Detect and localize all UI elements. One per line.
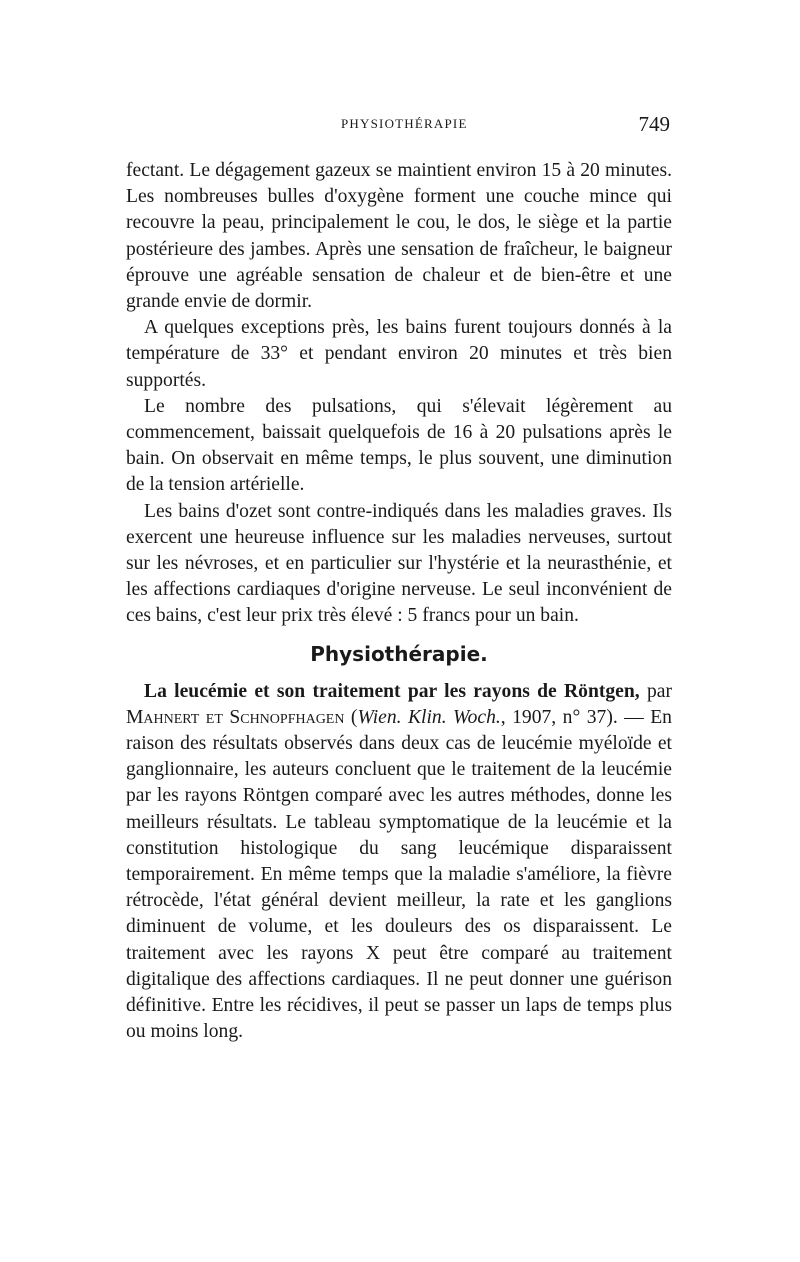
article-by: par: [639, 680, 672, 702]
paragraph-continuation: fectant. Le dégagement gazeux se maintient environ 15 à 20 minutes. Les nombreuses bulles d'oxygène forment une couche mince qui recouvre la peau, principalement le cou, le dos, le siège et la partie postérieure des jambes. Après une sensation de fraîcheur, le baigneur éprouve une agréable sensation de chaleur et de bien-être et une grande envie de dormir.: [126, 160, 672, 313]
article-authors: Mahnert et Schnopfhagen: [126, 706, 345, 728]
page: [126, 112, 672, 1046]
running-header: [126, 112, 672, 142]
article-journal: Wien. Klin. Woch.: [357, 706, 501, 728]
body-text: [126, 158, 672, 1046]
article-paragraph: [126, 679, 672, 1046]
paragraph-contraindications: Les bains d'ozet sont contre-indiqués dans les maladies graves. Ils exercent une heureuse influence sur les maladies nerveuses, surtout sur les névroses, et en particulier sur l'hystérie et la neurasthénie, et les affections cardiaques d'origine nerveuse. Le seul inconvénient de ces bains, c'est leur prix très élevé : 5 francs pour un bain.: [126, 500, 672, 627]
article-body: En raison des résultats observés dans deux cas de leucémie myéloïde et ganglionnaire, les auteurs concluent que le traitement de la leucémie par les rayons Röntgen comparé avec les autres méthodes, donne les meilleurs résultats. Le tableau symptomatique de la leucémie et la constitution histologique du sang leucémique disparaissent temporairement. En même temps que la maladie s'améliore, la fièvre rétrocède, l'état général devient meilleur, la rate et les ganglions diminuent de volume, et les douleurs des os disparaissent. Le traitement avec les rayons X peut être comparé au traitement digitalique des affections cardiaques. Il ne peut donner une guérison définitive. Entre les récidives, il peut se passer un laps de temps plus ou moins long.: [126, 706, 672, 1043]
page-number: 749: [638, 112, 670, 136]
running-title: PHYSIOTHÉRAPIE: [341, 116, 468, 131]
article-ref-rest: , 1907, n° 37). —: [500, 706, 651, 728]
paragraph-temperature: A quelques exceptions près, les bains furent toujours donnés à la température de 33° et pendant environ 20 minutes et très bien supportés.: [126, 317, 672, 391]
article-title: La leucémie et son traitement par les rayons de Röntgen,: [144, 680, 640, 702]
article-ref-open: (: [344, 706, 358, 728]
section-title: Physiothérapie.: [310, 641, 488, 666]
paragraph-pulsations: Le nombre des pulsations, qui s'élevait légèrement au commencement, baissait quelquefois de 16 à 20 pulsations après le bain. On observait en même temps, le plus souvent, une diminution de la tension artérielle.: [126, 395, 672, 496]
